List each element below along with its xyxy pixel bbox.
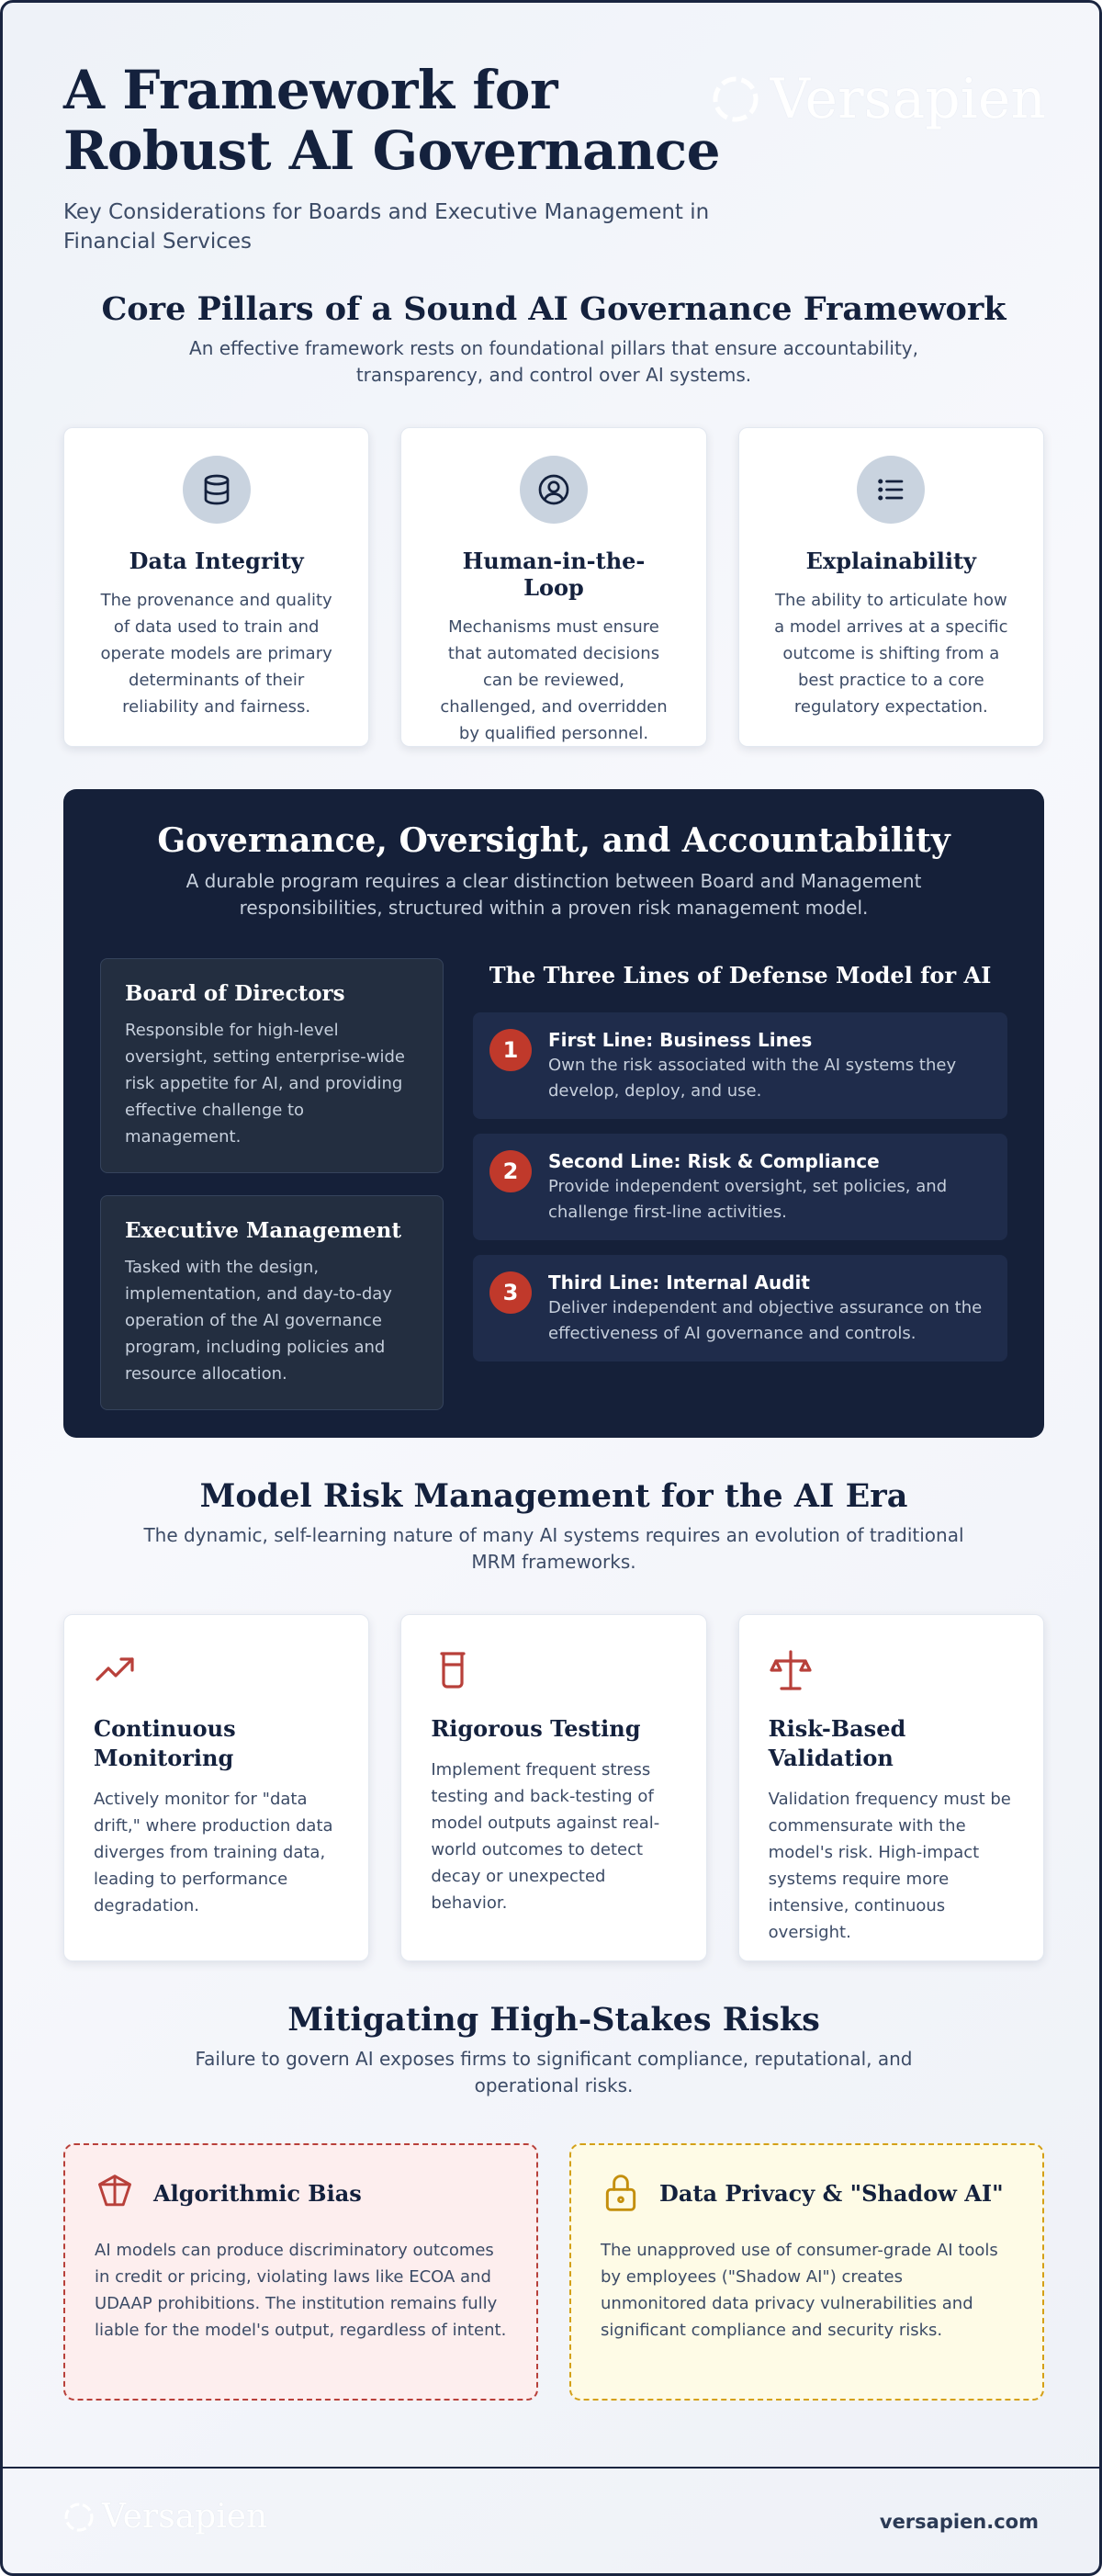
risks-title: Mitigating High-Stakes Risks [287, 2001, 820, 2039]
line-text: Deliver independent and objective assurance on the effectiveness of AI governance and controls. [548, 1298, 983, 1343]
footer-website-link[interactable]: versapien.com [879, 2511, 1039, 2533]
trend-up-icon [94, 1648, 138, 1692]
pillars-section [63, 289, 1044, 747]
pillar-title: Explainability [805, 548, 976, 574]
beaker-icon [431, 1648, 475, 1692]
pillar-text: The ability to articulate how a model arrives at a specific outcome is shifting from a best practice to a core regulatory expectation. [774, 591, 1008, 717]
pillar-card-human-in-the-loop [400, 427, 706, 747]
line-number-badge: 2 [489, 1150, 532, 1192]
footer [3, 2467, 1099, 2576]
lines-of-defense-title: The Three Lines of Defense Model for AI [489, 962, 992, 989]
mrm-card-continuous-monitoring [63, 1614, 369, 1961]
header-logo[interactable] [708, 67, 1046, 131]
mrm-card-title: Rigorous Testing [431, 1715, 641, 1742]
lock-icon [601, 2173, 641, 2213]
pillar-card-explainability [738, 427, 1044, 747]
governance-section [63, 789, 1044, 1438]
risk-card-algorithmic-bias [63, 2143, 538, 2401]
page-subtitle: Key Considerations for Boards and Executive Management in Financial Services [63, 200, 710, 254]
pillar-card-data-integrity [63, 427, 369, 747]
pillars-title: Core Pillars of a Sound AI Governance Framework [101, 290, 1006, 328]
risks-subtitle: Failure to govern AI exposes firms to significant compliance, reputational, and operational risks. [195, 2048, 913, 2096]
pillar-text: Mechanisms must ensure that automated decisions can be reviewed, challenged, and overridden by qualified personnel. [440, 617, 668, 743]
board-title: Board of Directors [125, 981, 345, 1006]
logo-mark-icon [708, 72, 763, 127]
executive-management-box [100, 1195, 444, 1410]
risk-text: The unapproved use of consumer-grade AI tools by employees ("Shadow AI") creates unmonitored data privacy vulnerabilities and significant compliance and security risks. [601, 2241, 998, 2340]
exec-text: Tasked with the design, implementation, and day-to-day operation of the AI governance program, including policies and resource allocation. [125, 1258, 392, 1384]
line-item [473, 1012, 1007, 1119]
pillar-text: The provenance and quality of data used to train and operate models are primary determinants of their reliability and fairness. [100, 591, 332, 717]
mrm-title: Model Risk Management for the AI Era [199, 1477, 908, 1515]
logo-text: Versapien [770, 67, 1046, 131]
pillars-subtitle: An effective framework rests on foundational pillars that ensure accountability, transparency, and control over AI systems. [189, 337, 918, 386]
footer-logo[interactable] [62, 2498, 267, 2536]
risk-text: AI models can produce discriminatory outcomes in credit or pricing, violating laws like ECOA and UDAAP prohibitions. The institution remains fully liable for the model's output, regardless of intent. [95, 2241, 507, 2340]
line-item [473, 1255, 1007, 1361]
mrm-section [63, 1476, 1044, 1961]
mrm-card-text: Implement frequent stress testing and back-testing of model outputs against real-world outcomes to detect decay or unexpected behavior. [431, 1760, 660, 1913]
line-number-badge: 1 [489, 1029, 532, 1071]
line-title: Third Line: Internal Audit [548, 1271, 810, 1294]
logo-mark-icon [62, 2500, 96, 2535]
mrm-subtitle: The dynamic, self-learning nature of many AI systems requires an evolution of traditional MRM frameworks. [143, 1524, 964, 1573]
risks-section [63, 2000, 1044, 2401]
pillar-title: Data Integrity [129, 548, 304, 574]
list-icon [874, 473, 907, 506]
mrm-card-risk-based-validation [738, 1614, 1044, 1961]
footer-logo-text: Versapien [102, 2498, 268, 2536]
board-of-directors-box [100, 958, 444, 1173]
line-number-badge: 3 [489, 1271, 532, 1314]
line-title: First Line: Business Lines [548, 1029, 813, 1051]
governance-title: Governance, Oversight, and Accountability [157, 821, 950, 860]
scale-icon [769, 1648, 813, 1692]
exec-title: Executive Management [125, 1218, 401, 1243]
page-title: A Framework for Robust AI Governance [63, 59, 721, 182]
governance-subtitle: A durable program requires a clear distinction between Board and Management responsibilities, structured within a proven risk management model. [186, 870, 922, 919]
line-title: Second Line: Risk & Compliance [548, 1150, 880, 1172]
risk-card-data-privacy [569, 2143, 1044, 2401]
user-icon [537, 473, 570, 506]
risk-title: Data Privacy & "Shadow AI" [659, 2179, 1004, 2207]
mrm-card-rigorous-testing [400, 1614, 706, 1961]
header [63, 60, 1046, 262]
line-text: Own the risk associated with the AI systems they develop, deploy, and use. [548, 1056, 957, 1101]
mrm-card-text: Actively monitor for "data drift," where production data diverges from training data, leading to performance degradation. [94, 1790, 333, 1915]
board-text: Responsible for high-level oversight, setting enterprise-wide risk appetite for AI, and providing effective challenge to management. [125, 1021, 405, 1147]
mrm-card-title: Risk-Based Validation [768, 1715, 906, 1771]
risk-title: Algorithmic Bias [153, 2179, 362, 2207]
line-text: Provide independent oversight, set policies, and challenge first-line activities. [548, 1177, 948, 1222]
mrm-card-text: Validation frequency must be commensurate with the model's risk. High-impact systems require more intensive, continuous oversight. [768, 1790, 1011, 1942]
scale-alert-icon [95, 2173, 135, 2213]
line-item [473, 1134, 1007, 1240]
pillar-title: Human-in-the-Loop [462, 548, 646, 601]
database-icon [200, 473, 233, 506]
mrm-card-title: Continuous Monitoring [94, 1715, 236, 1771]
